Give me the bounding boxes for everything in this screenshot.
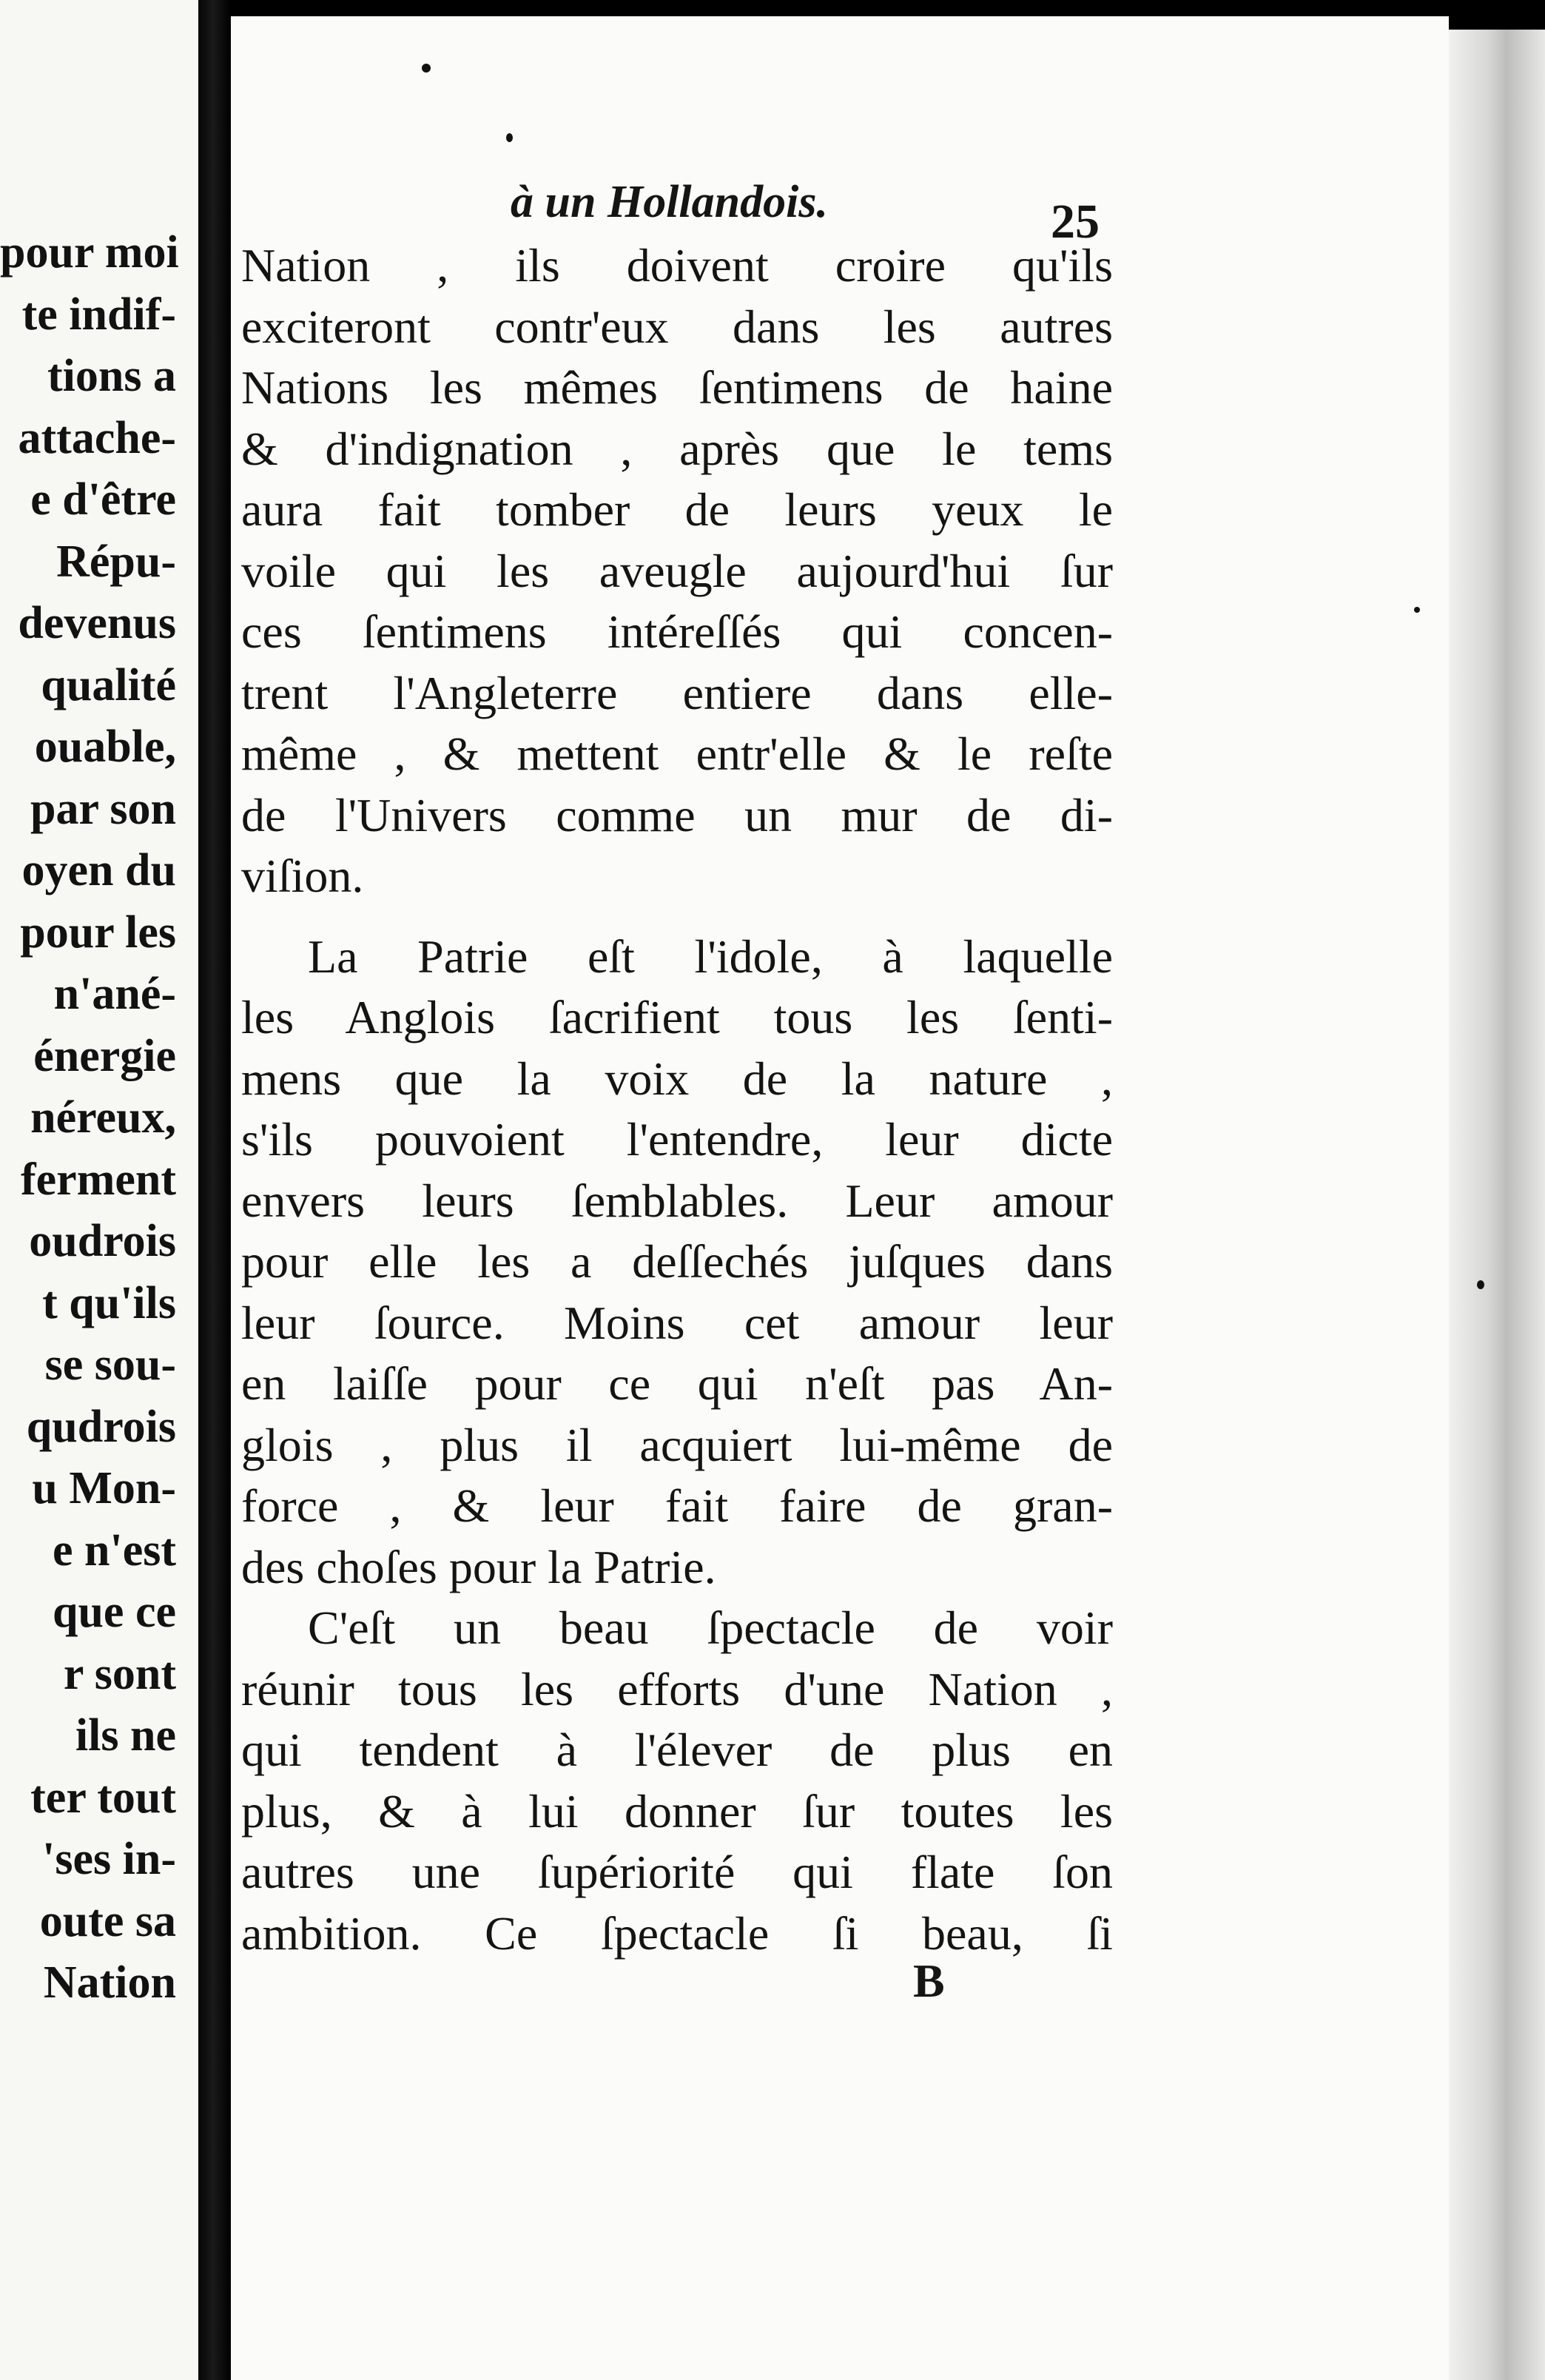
left-line: se sou-	[44, 1339, 176, 1390]
text-line: réunir tous les efforts d'une Nation ,	[241, 1662, 1113, 1715]
ink-speck	[1477, 1280, 1484, 1289]
text-line: mens que la voix de la nature ,	[241, 1052, 1113, 1105]
left-line: oyen du	[21, 845, 176, 895]
left-line: néreux,	[30, 1092, 176, 1143]
left-line: 'ses in-	[42, 1834, 176, 1884]
text-line: trent l'Angleterre entiere dans elle-	[241, 666, 1113, 719]
left-line: r sont	[63, 1648, 176, 1699]
text-line: C'eſt un beau ſpectacle de voir	[308, 1601, 1113, 1654]
ink-speck	[506, 133, 513, 142]
text-line: voile qui les aveugle aujourd'hui ſur	[241, 544, 1113, 597]
left-line: e n'est	[52, 1525, 176, 1576]
left-page-text	[0, 222, 179, 2014]
text-line: ambition. Ce ſpectacle ſi beau, ſi	[241, 1906, 1113, 1960]
left-line: pour les	[20, 907, 176, 958]
left-page	[0, 0, 198, 2380]
left-line: ferment	[21, 1154, 176, 1205]
left-line: oute sa	[39, 1895, 176, 1946]
text-line: s'ils pouvoient l'entendre, leur dicte	[241, 1113, 1113, 1166]
text-line: & d'indignation , après que le tems	[241, 422, 1113, 475]
running-head: à un Hollandois.	[511, 177, 828, 227]
left-line: oudrois	[29, 1216, 176, 1266]
left-line: qudrois	[26, 1401, 176, 1452]
left-line: ter tout	[30, 1772, 176, 1823]
left-line: pour moi	[0, 227, 179, 278]
text-line: La Patrie eſt l'idole, à laquelle	[308, 930, 1113, 983]
text-line: de l'Univers comme un mur de di-	[241, 788, 1113, 841]
text-line: leur ſource. Moins cet amour leur	[241, 1296, 1113, 1349]
left-line: Nation	[43, 1957, 176, 2008]
text-line: envers leurs ſemblables. Leur amour	[241, 1174, 1113, 1227]
text-line: même , & mettent entr'elle & le reſte	[241, 727, 1113, 780]
signature-mark: B	[913, 1954, 945, 2007]
text-line: viſion.	[241, 850, 364, 902]
text-line: glois , plus il acquiert lui-même de	[241, 1418, 1113, 1471]
left-line: devenus	[18, 598, 176, 648]
scan-border	[0, 0, 1545, 16]
text-line: ces ſentimens intéreſſés qui concen-	[241, 605, 1113, 658]
text-line: aura fait tomber de leurs yeux le	[241, 483, 1113, 536]
left-line: u Mon-	[32, 1463, 176, 1513]
left-line: t qu'ils	[42, 1277, 176, 1328]
ink-speck	[1414, 607, 1420, 613]
text-line: Nations les mêmes ſentimens de haine	[241, 361, 1113, 414]
left-line: Répu-	[56, 536, 176, 587]
page-number: 25	[1051, 195, 1100, 249]
book-gutter	[198, 0, 231, 2380]
left-line: te indif-	[21, 289, 176, 340]
left-line: n'ané-	[53, 969, 176, 1019]
text-line: en laiſſe pour ce qui n'eſt pas An-	[241, 1357, 1113, 1410]
text-line: pour elle les a deſſechés juſques dans	[241, 1235, 1113, 1288]
left-line: tions a	[47, 351, 176, 401]
left-line: que ce	[52, 1587, 176, 1637]
left-line: e d'être	[30, 474, 176, 525]
text-line: exciteront contr'eux dans les autres	[241, 300, 1113, 353]
ink-speck	[422, 64, 431, 73]
left-line: ils ne	[75, 1710, 176, 1761]
text-line: qui tendent à l'élever de plus en	[241, 1724, 1113, 1776]
left-line: énergie	[33, 1030, 176, 1081]
left-line: par son	[30, 783, 176, 834]
left-line: ouable,	[34, 722, 176, 772]
body-text	[241, 235, 1113, 1964]
paragraph-gap	[241, 907, 1113, 927]
text-line: force , & leur fait faire de gran-	[241, 1479, 1113, 1532]
text-line: plus, & à lui donner ſur toutes les	[241, 1784, 1113, 1838]
page-edge	[1449, 30, 1545, 2380]
text-line: autres une ſupériorité qui flate ſon	[241, 1846, 1113, 1898]
text-line: les Anglois ſacrifient tous les ſenti-	[241, 991, 1113, 1043]
text-line: des choſes pour la Patrie.	[241, 1540, 716, 1593]
text-line: Nation , ils doivent croire qu'ils	[241, 239, 1113, 292]
left-line: attache-	[18, 412, 176, 463]
left-line: qualité	[41, 659, 176, 710]
